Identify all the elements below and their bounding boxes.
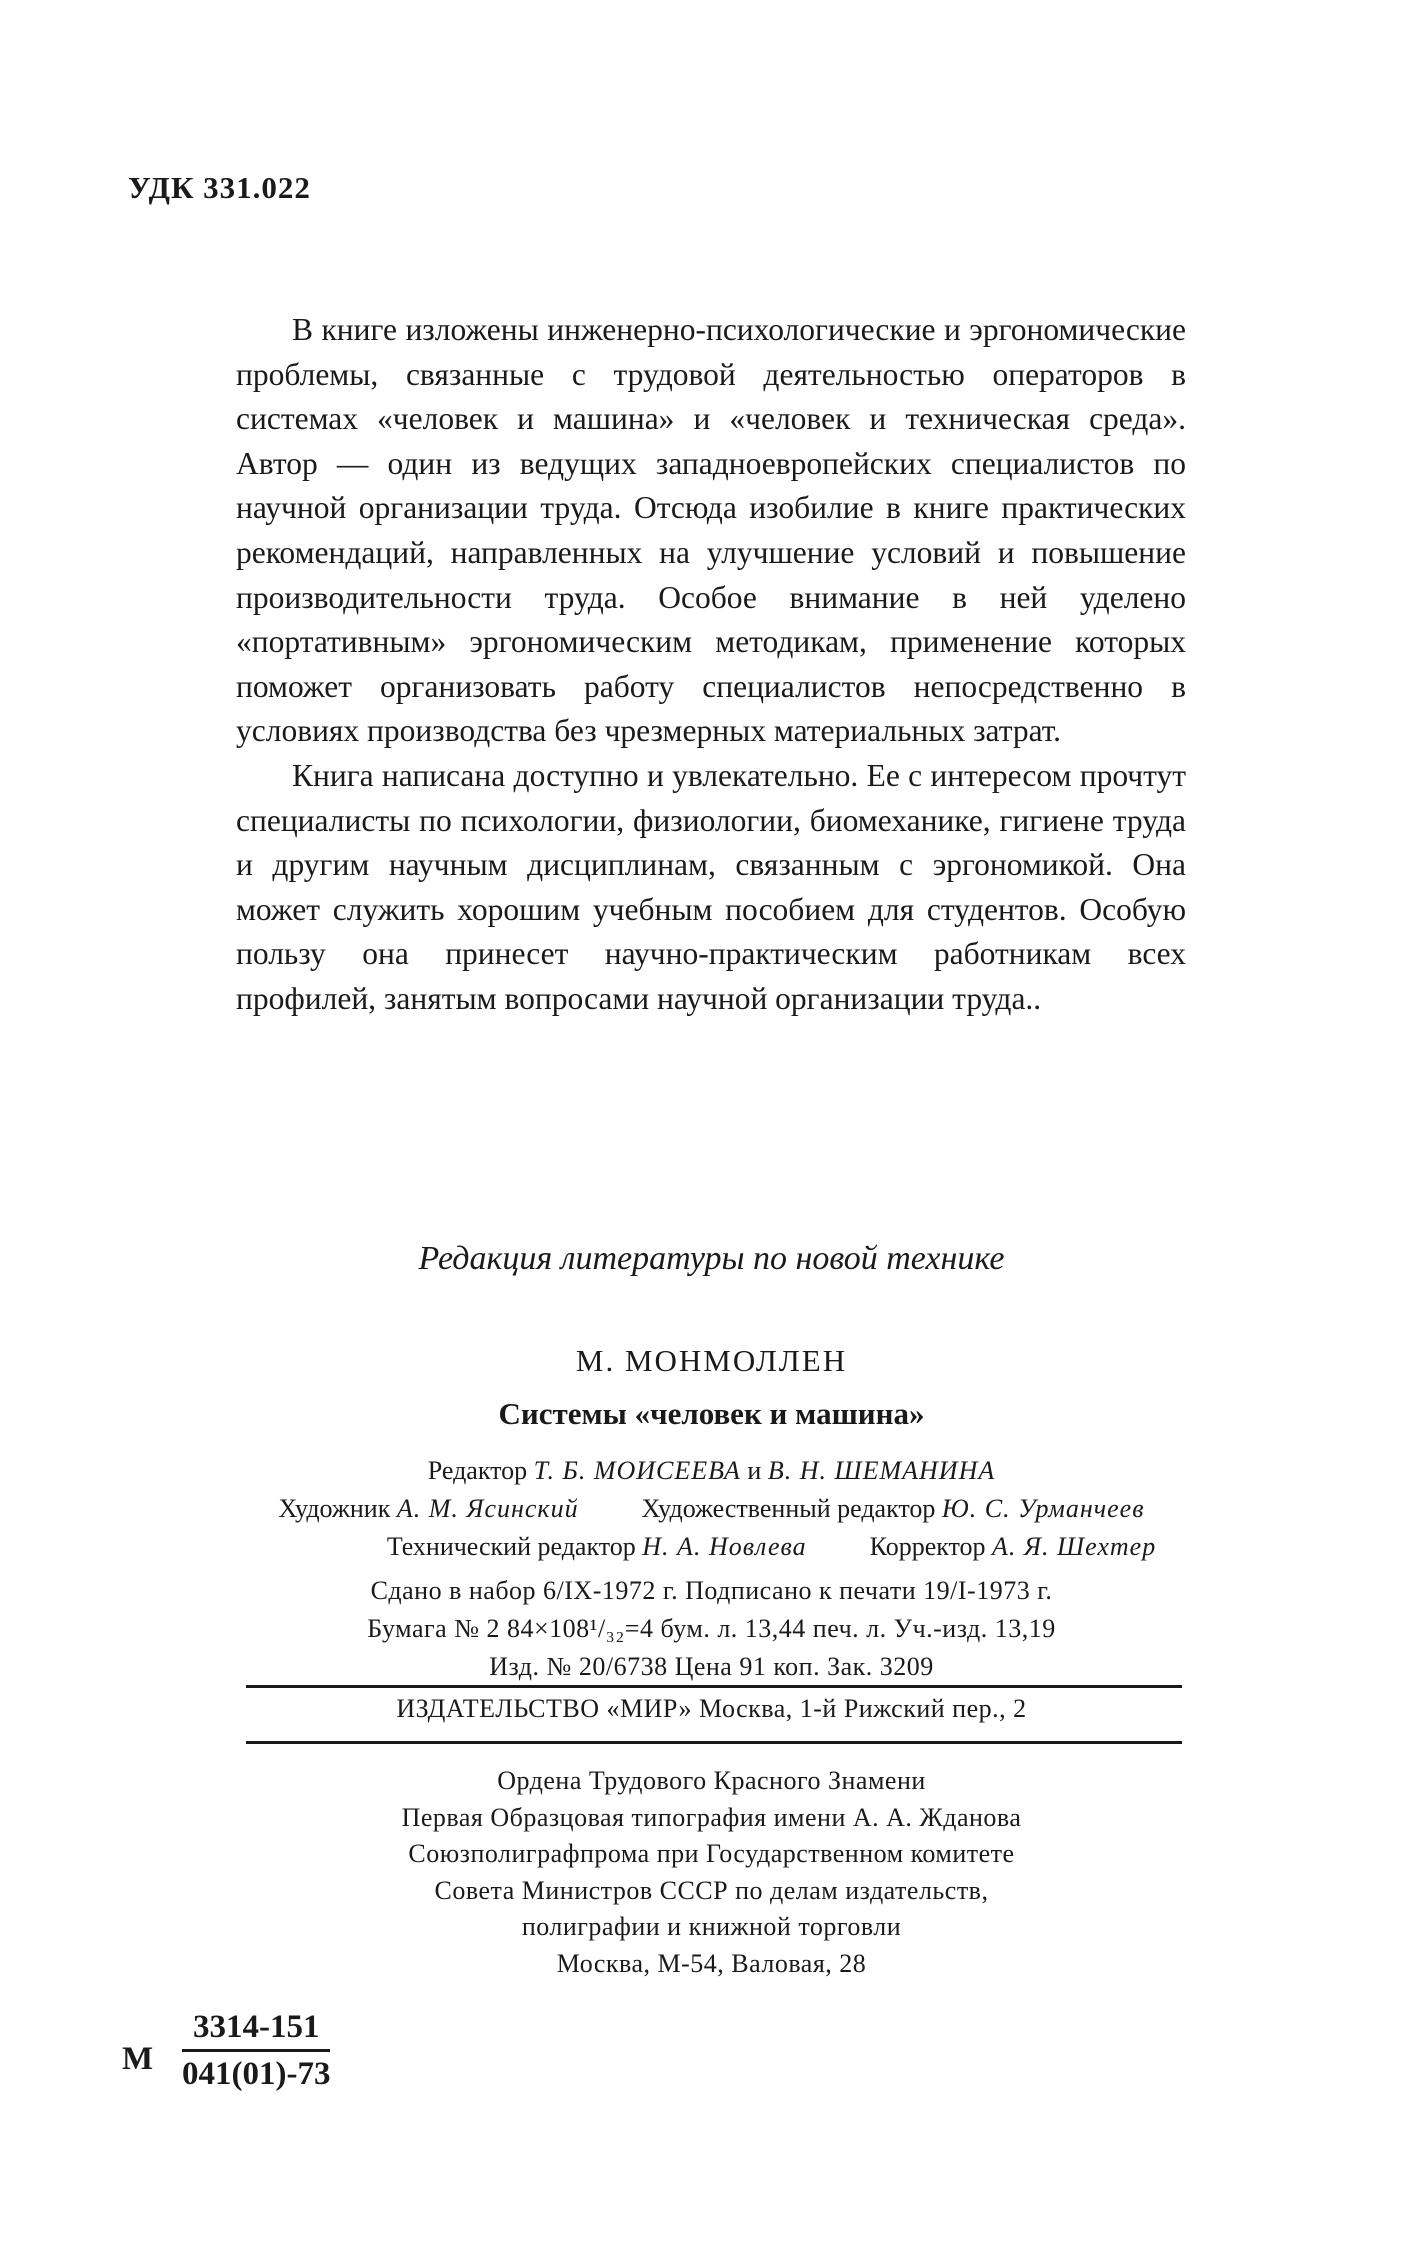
abstract-paragraph: В книге изложены инженерно-психологические и эргономические проблемы, связанные с трудовой деятельностью операторов в системах «человек и машина» и «человек и техническая среда». Автор — один из ведущих западноевропейских специалистов по научной организации труда. Отсюда изобилие в книге практических рекомендаций, направленных на улучшение условий и повышение производительности труда. Особое внимание в ней уделено «портативным» эргономическим методикам, применение которых поможет организовать работу специалистов непосредственно в условиях производства без чрезмерных материальных затрат. — [236, 312, 1186, 749]
udk-code: УДК 331.022 — [128, 170, 311, 205]
corrector-name: А. Я. Шехтер — [992, 1532, 1157, 1561]
printing-line: Первая Образцовая типография имени А. А. Жданова — [401, 1802, 1022, 1832]
print-info-line: Бумага № 2 84×108¹/₃₂=4 бум. л. 13,44 печ. л. Уч.-изд. 13,19 — [367, 1614, 1056, 1643]
divider-bottom — [246, 1741, 1182, 1744]
tech-editor-label: Технический редактор — [386, 1532, 636, 1561]
printing-line: Москва, М-54, Валовая, 28 — [556, 1948, 867, 1978]
credits — [0, 1452, 1423, 1566]
editors-conjunction: и — [747, 1456, 762, 1485]
index-prefix: М — [122, 2041, 154, 2077]
printing-line: Союзполиграфпрома при Государственном комитете — [408, 1839, 1015, 1868]
credits-artists-row — [0, 1490, 1423, 1528]
art-editor-name: Ю. С. Урманчеев — [941, 1494, 1145, 1523]
print-info-line: Сдано в набор 6/IX-1972 г. Подписано к печати 19/I-1973 г. — [370, 1576, 1053, 1605]
index-numerator: 3314-151 — [182, 2005, 330, 2052]
publisher-line: ИЗДАТЕЛЬСТВО «МИР» Москва, 1-й Рижский пер., 2 — [396, 1694, 1027, 1723]
printing-house — [0, 1763, 1423, 1982]
art-editor-label: Художественный редактор — [641, 1494, 936, 1523]
editor-2: В. Н. ШЕМАНИНА — [767, 1456, 996, 1485]
author-name: М. МОНМОЛЛЕН — [575, 1343, 848, 1378]
editor-1: Т. Б. МОИСЕЕВА — [533, 1456, 741, 1485]
book-title: Системы «человек и машина» — [498, 1396, 925, 1431]
editor-label: Редактор — [427, 1456, 528, 1485]
abstract — [236, 308, 1186, 1022]
credits-technical-row — [0, 1528, 1423, 1566]
printing-line: полиграфии и книжной торговли — [521, 1912, 902, 1941]
tech-editor-name: Н. А. Новлева — [642, 1532, 807, 1561]
edition-name: Редакция литературы по новой технике — [418, 1240, 1005, 1277]
printing-line: Ордена Трудового Красного Знамени — [497, 1766, 926, 1795]
divider-top — [246, 1685, 1182, 1688]
printing-line: Совета Министров СССР по делам издательств, — [434, 1875, 989, 1905]
credits-editors-row — [0, 1452, 1423, 1490]
print-info-line: Изд. № 20/6738 Цена 91 коп. Зак. 3209 — [489, 1652, 934, 1681]
abstract-paragraph: Книга написана доступно и увлекательно. Ее с интересом прочтут специалисты по психологии, физиологии, биомеханике, гигиене труда и другим научным дисциплинам, связанным с эргономикой. Она может служить хорошим учебным пособием для студентов. Особую пользу она принесет научно-практическим работникам всех профилей, занятым вопросами научной организации труда.. — [236, 757, 1186, 1016]
artist-label: Художник — [278, 1494, 391, 1523]
index-fraction — [182, 2005, 330, 2096]
print-info — [0, 1572, 1423, 1686]
artist-name: А. М. Ясинский — [396, 1494, 579, 1523]
corrector-label: Корректор — [869, 1532, 986, 1561]
index-denominator: 041(01)-73 — [182, 2056, 331, 2092]
